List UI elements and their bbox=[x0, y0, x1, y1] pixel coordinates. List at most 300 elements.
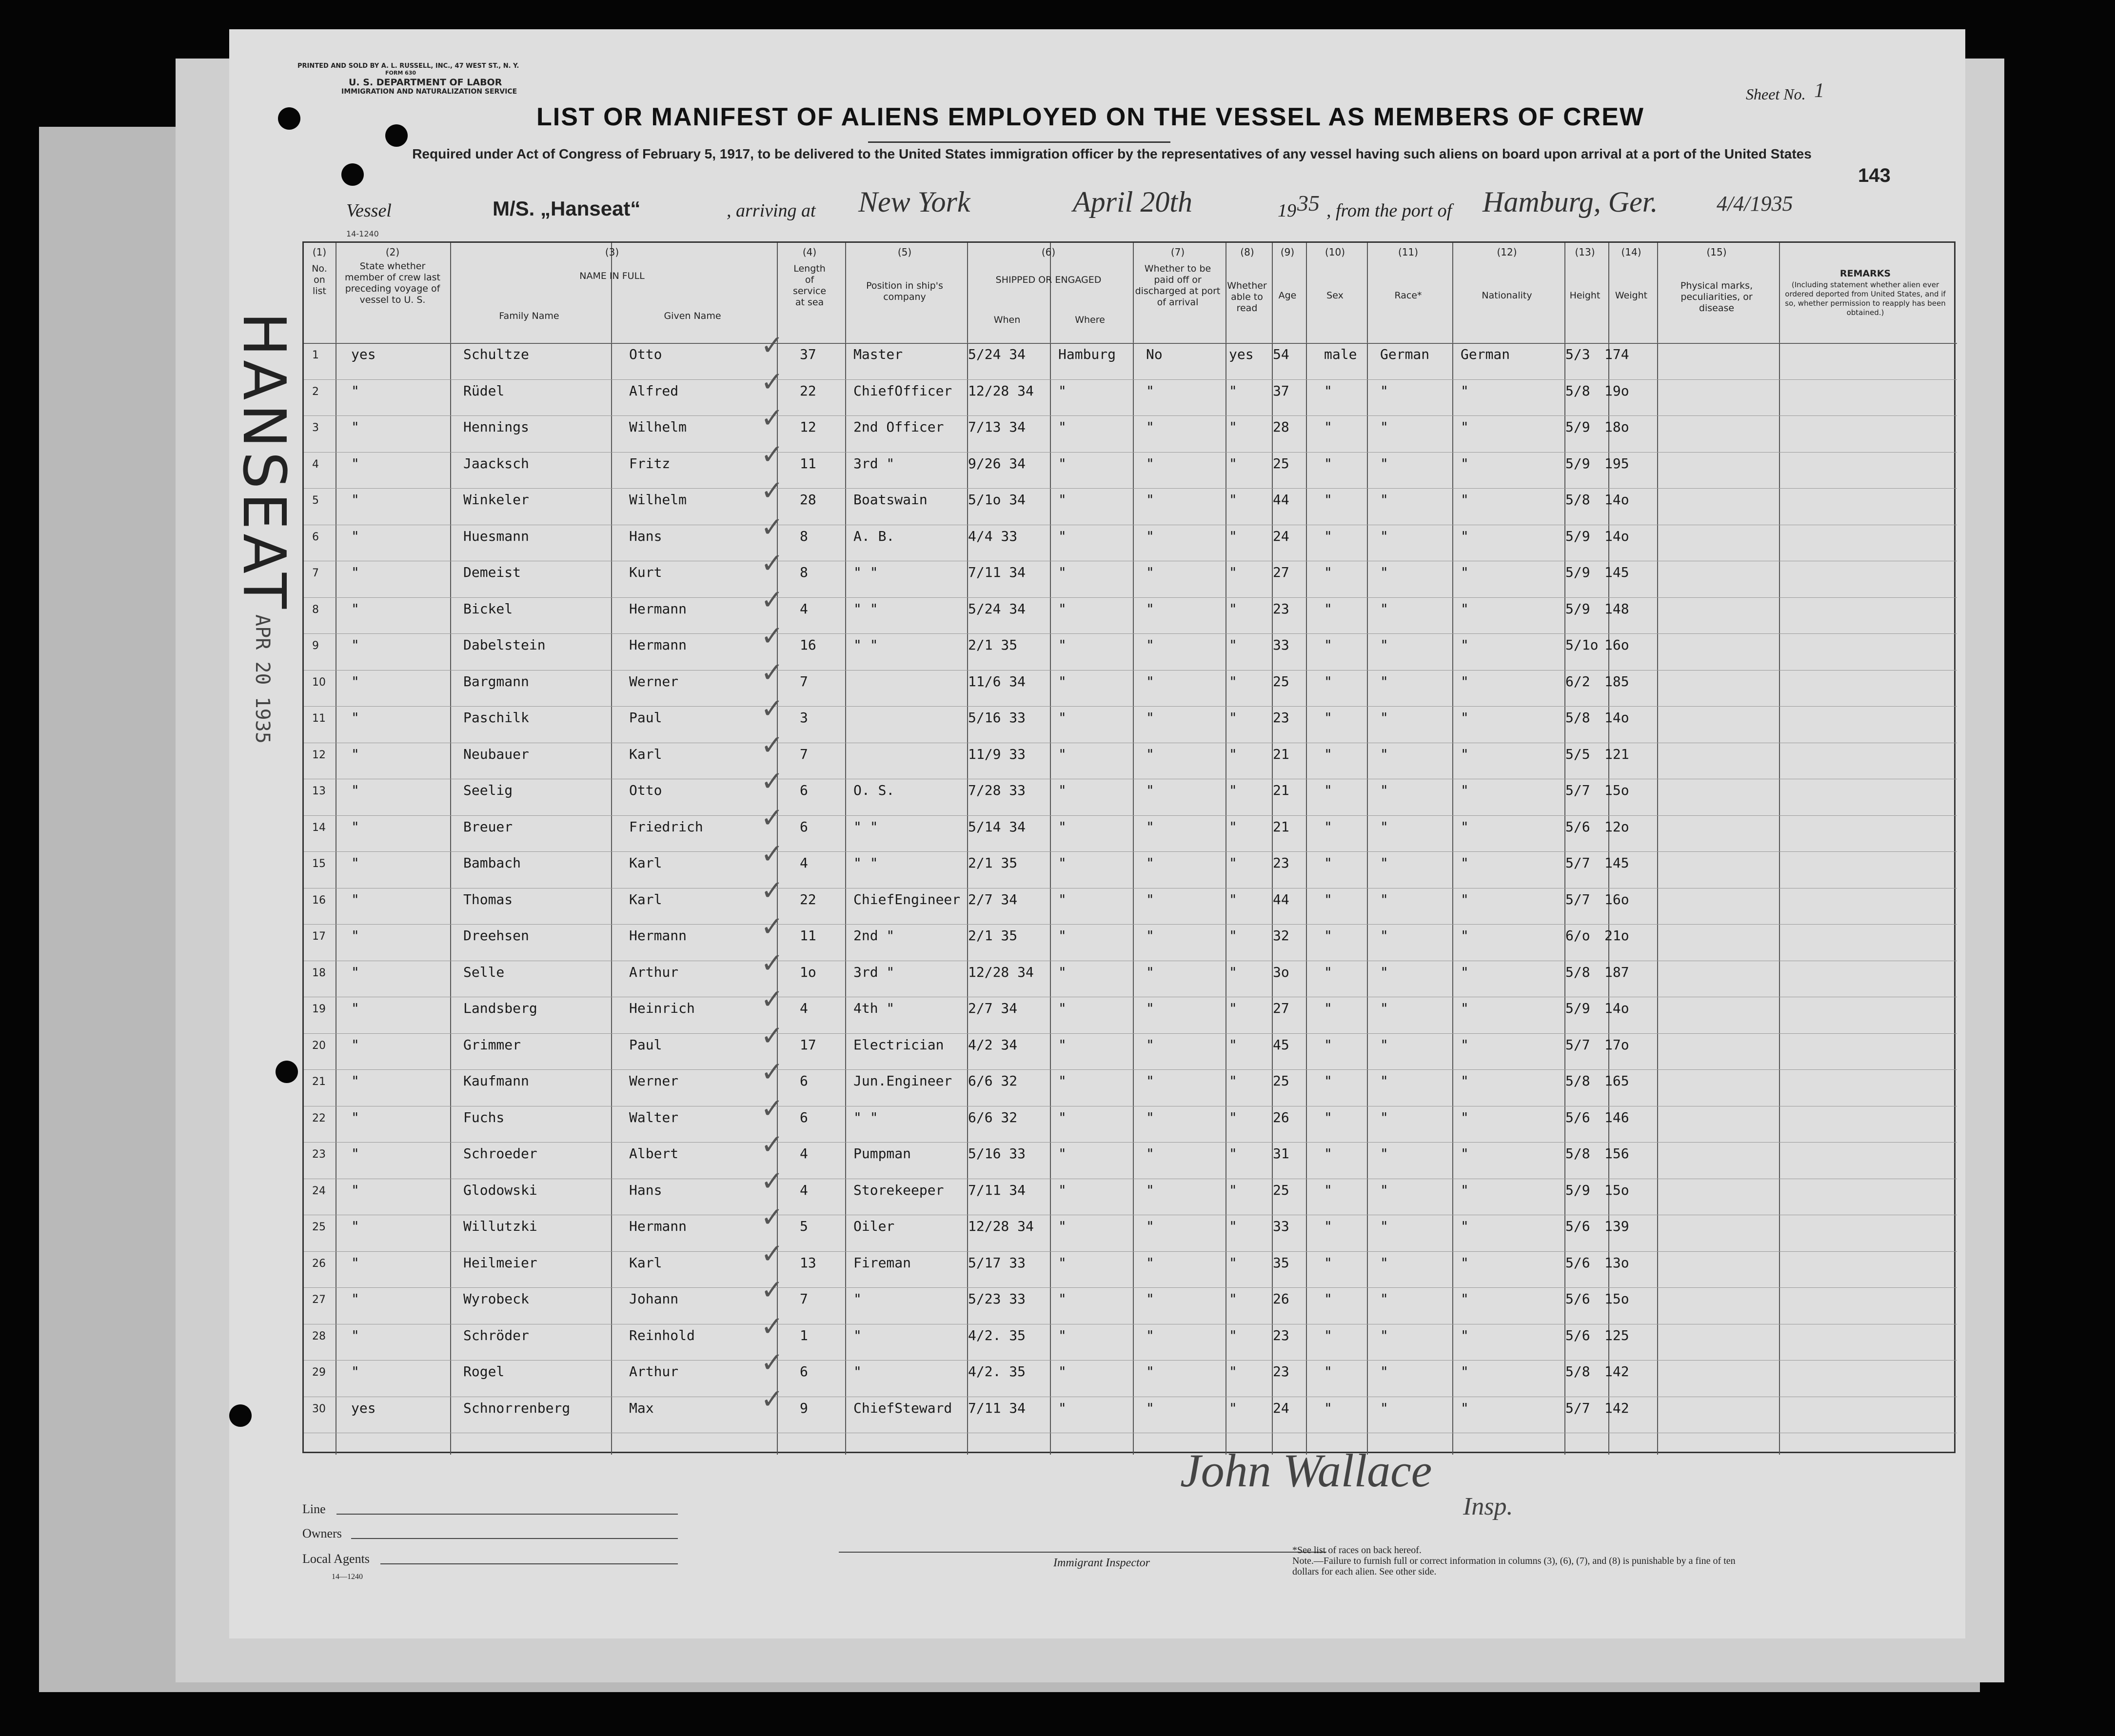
cell-no: 18 bbox=[312, 967, 326, 979]
cell-sex: " bbox=[1324, 1145, 1332, 1162]
cell-read: " bbox=[1229, 1182, 1237, 1198]
cell-weight: 17o bbox=[1604, 1036, 1629, 1053]
cell-race: " bbox=[1380, 746, 1388, 762]
cell-age: 23 bbox=[1273, 1327, 1289, 1343]
cell-service: 8 bbox=[800, 528, 808, 544]
cell-weight: 14o bbox=[1604, 710, 1629, 726]
cell-paid: " bbox=[1146, 818, 1154, 835]
cell-service: 37 bbox=[800, 346, 816, 362]
cell-paid: " bbox=[1146, 637, 1154, 653]
cell-nat: German bbox=[1461, 346, 1510, 362]
cell-paid: " bbox=[1146, 746, 1154, 762]
form-label: FORM 630 bbox=[385, 70, 416, 76]
cell-nat: " bbox=[1461, 564, 1469, 580]
cell-given: Alfred bbox=[629, 382, 679, 399]
cell-no: 28 bbox=[312, 1330, 326, 1342]
cell-nat: " bbox=[1461, 1327, 1469, 1343]
cell-read: " bbox=[1229, 710, 1237, 726]
check-mark-icon: ✓ bbox=[761, 947, 784, 979]
cell-race: " bbox=[1380, 710, 1388, 726]
cell-given: Paul bbox=[629, 710, 662, 726]
cell-weight: 14o bbox=[1604, 1000, 1629, 1016]
column-header-no: No. on list bbox=[312, 263, 327, 296]
cell-paid: " bbox=[1146, 1254, 1154, 1271]
cell-given: Arthur bbox=[629, 1363, 679, 1380]
column-header-family-name: Family Name bbox=[499, 311, 559, 321]
column-divider bbox=[845, 243, 846, 1455]
cell-age: 25 bbox=[1273, 455, 1289, 472]
cell-when: 7/11 34 bbox=[968, 1400, 1026, 1416]
cell-given: Reinhold bbox=[629, 1327, 695, 1343]
cell-age: 44 bbox=[1273, 492, 1289, 508]
column-number: (7) bbox=[1170, 246, 1185, 258]
cell-service: 7 bbox=[800, 673, 808, 690]
cell-age: 27 bbox=[1273, 1000, 1289, 1016]
cell-where: " bbox=[1058, 927, 1067, 944]
cell-sex: " bbox=[1324, 1291, 1332, 1307]
cell-service: 6 bbox=[800, 1363, 808, 1380]
column-divider bbox=[1306, 243, 1307, 1455]
check-mark-icon: ✓ bbox=[761, 475, 784, 507]
cell-read: yes bbox=[1229, 346, 1254, 362]
cell-age: 37 bbox=[1273, 382, 1289, 399]
cell-given: Karl bbox=[629, 855, 662, 871]
cell-read: " bbox=[1229, 818, 1237, 835]
check-mark-icon: ✓ bbox=[761, 548, 784, 579]
cell-where: " bbox=[1058, 855, 1067, 871]
arrival-year: 35 bbox=[1297, 191, 1320, 216]
cell-height: 5/6 bbox=[1565, 1109, 1590, 1125]
punch-hole bbox=[341, 163, 364, 186]
cell-height: 5/9 bbox=[1565, 600, 1590, 617]
line-field bbox=[336, 1514, 678, 1515]
cell-sex: " bbox=[1324, 818, 1332, 835]
cell-no: 25 bbox=[312, 1221, 326, 1233]
column-number: (13) bbox=[1575, 246, 1595, 258]
cell-nat: " bbox=[1461, 855, 1469, 871]
cell-age: 25 bbox=[1273, 673, 1289, 690]
punch-hole bbox=[385, 124, 408, 147]
date-stamp: APR 20 1935 bbox=[251, 614, 274, 744]
row-divider bbox=[304, 815, 1957, 816]
column-number: (10) bbox=[1324, 246, 1345, 258]
column-divider bbox=[1452, 243, 1453, 1455]
cell-when: 5/17 33 bbox=[968, 1254, 1026, 1271]
cell-race: " bbox=[1380, 1327, 1388, 1343]
cell-where: " bbox=[1058, 1400, 1067, 1416]
arrival-port: New York bbox=[858, 186, 970, 218]
cell-service: 22 bbox=[800, 891, 816, 907]
cell-no: 29 bbox=[312, 1366, 326, 1379]
cell-race: " bbox=[1380, 782, 1388, 798]
cell-given: Wilhelm bbox=[629, 492, 687, 508]
cell-nat: " bbox=[1461, 782, 1469, 798]
cell-height: 6/o bbox=[1565, 927, 1590, 944]
cell-service: 1o bbox=[800, 964, 816, 980]
cell-read: " bbox=[1229, 1109, 1237, 1125]
cell-nat: " bbox=[1461, 1073, 1469, 1089]
cell-where: " bbox=[1058, 600, 1067, 617]
cell-family: Bickel bbox=[463, 600, 513, 617]
check-mark-icon: ✓ bbox=[761, 1274, 784, 1306]
cell-family: Seelig bbox=[463, 782, 513, 798]
cell-read: " bbox=[1229, 746, 1237, 762]
inspector-title: Insp. bbox=[1463, 1493, 1513, 1520]
column-divider bbox=[1050, 243, 1051, 1455]
cell-where: " bbox=[1058, 710, 1067, 726]
cell-given: Werner bbox=[629, 673, 679, 690]
cell-read: " bbox=[1229, 1073, 1237, 1089]
cell-position: " " bbox=[853, 600, 878, 617]
vessel-name: M/S. „Hanseat“ bbox=[493, 197, 641, 220]
cell-nat: " bbox=[1461, 492, 1469, 508]
footer-note bbox=[1292, 1545, 1741, 1577]
cell-prev: " bbox=[351, 1109, 359, 1125]
column-header-physical-marks: Physical marks, peculiarities, or disease bbox=[1680, 280, 1753, 314]
cell-height: 5/9 bbox=[1565, 455, 1590, 472]
cell-sex: " bbox=[1324, 1109, 1332, 1125]
cell-paid: " bbox=[1146, 1036, 1154, 1053]
cell-given: Otto bbox=[629, 782, 662, 798]
cell-family: Thomas bbox=[463, 891, 513, 907]
cell-prev: " bbox=[351, 964, 359, 980]
cell-prev: " bbox=[351, 1182, 359, 1198]
cell-no: 16 bbox=[312, 894, 326, 907]
column-header-given-name: Given Name bbox=[664, 311, 721, 321]
cell-height: 5/5 bbox=[1565, 746, 1590, 762]
cell-race: " bbox=[1380, 891, 1388, 907]
cell-when: 4/4 33 bbox=[968, 528, 1018, 544]
cell-weight: 15o bbox=[1604, 1291, 1629, 1307]
column-header-where: Where bbox=[1075, 315, 1105, 325]
cell-family: Wyrobeck bbox=[463, 1291, 529, 1307]
cell-where: " bbox=[1058, 528, 1067, 544]
cell-sex: " bbox=[1324, 673, 1332, 690]
cell-given: Werner bbox=[629, 1073, 679, 1089]
column-divider bbox=[450, 243, 451, 1455]
check-mark-icon: ✓ bbox=[761, 1165, 784, 1197]
cell-prev: yes bbox=[351, 1400, 376, 1416]
cell-given: Johann bbox=[629, 1291, 679, 1307]
cell-given: Karl bbox=[629, 1254, 662, 1271]
cell-height: 5/8 bbox=[1565, 964, 1590, 980]
cell-prev: " bbox=[351, 1363, 359, 1380]
column-header-nationality: Nationality bbox=[1482, 290, 1532, 301]
column-number: (3) bbox=[605, 246, 619, 258]
cell-prev: " bbox=[351, 855, 359, 871]
cell-prev: " bbox=[351, 746, 359, 762]
cell-nat: " bbox=[1461, 1291, 1469, 1307]
cell-service: 11 bbox=[800, 455, 816, 472]
cell-service: 11 bbox=[800, 927, 816, 944]
cell-position: ChiefOfficer bbox=[853, 382, 952, 399]
cell-where: " bbox=[1058, 1291, 1067, 1307]
cell-paid: " bbox=[1146, 1073, 1154, 1089]
cell-weight: 139 bbox=[1604, 1218, 1629, 1234]
cell-service: 16 bbox=[800, 637, 816, 653]
cell-given: Max bbox=[629, 1400, 654, 1416]
cell-race: " bbox=[1380, 1182, 1388, 1198]
cell-height: 5/8 bbox=[1565, 1073, 1590, 1089]
cell-position: " bbox=[853, 1291, 862, 1307]
cell-sex: " bbox=[1324, 1000, 1332, 1016]
cell-prev: " bbox=[351, 891, 359, 907]
cell-service: 4 bbox=[800, 855, 808, 871]
cell-race: " bbox=[1380, 1000, 1388, 1016]
cell-height: 5/7 bbox=[1565, 891, 1590, 907]
punch-hole bbox=[278, 107, 300, 130]
printer-line: PRINTED AND SOLD BY A. L. RUSSELL, INC., 47 WEST ST., N. Y. bbox=[297, 62, 519, 70]
cell-where: " bbox=[1058, 1036, 1067, 1053]
row-divider bbox=[304, 851, 1957, 852]
cell-paid: " bbox=[1146, 564, 1154, 580]
cell-read: " bbox=[1229, 492, 1237, 508]
check-mark-icon: ✓ bbox=[761, 693, 784, 725]
cell-age: 21 bbox=[1273, 782, 1289, 798]
check-mark-icon: ✓ bbox=[761, 511, 784, 543]
cell-nat: " bbox=[1461, 1400, 1469, 1416]
cell-no: 10 bbox=[312, 676, 326, 689]
cell-given: Albert bbox=[629, 1145, 679, 1162]
cell-age: 23 bbox=[1273, 1363, 1289, 1380]
cell-family: Kaufmann bbox=[463, 1073, 529, 1089]
cell-nat: " bbox=[1461, 746, 1469, 762]
cell-race: " bbox=[1380, 1218, 1388, 1234]
cell-when: 5/24 34 bbox=[968, 600, 1026, 617]
cell-nat: " bbox=[1461, 710, 1469, 726]
cell-paid: " bbox=[1146, 710, 1154, 726]
cell-position: ChiefSteward bbox=[853, 1400, 952, 1416]
cell-paid: " bbox=[1146, 1400, 1154, 1416]
cell-read: " bbox=[1229, 637, 1237, 653]
cell-height: 5/6 bbox=[1565, 1327, 1590, 1343]
cell-where: " bbox=[1058, 673, 1067, 690]
cell-prev: " bbox=[351, 1073, 359, 1089]
cell-weight: 142 bbox=[1604, 1363, 1629, 1380]
cell-race: " bbox=[1380, 1145, 1388, 1162]
cell-where: " bbox=[1058, 891, 1067, 907]
cell-nat: " bbox=[1461, 673, 1469, 690]
cell-weight: 14o bbox=[1604, 528, 1629, 544]
cell-position: ChiefEngineer bbox=[853, 891, 961, 907]
local-agents-field bbox=[380, 1563, 678, 1564]
cell-nat: " bbox=[1461, 891, 1469, 907]
column-header-height: Height bbox=[1569, 290, 1601, 301]
cell-nat: " bbox=[1461, 419, 1469, 435]
check-mark-icon: ✓ bbox=[761, 402, 784, 434]
cell-prev: " bbox=[351, 927, 359, 944]
check-mark-icon: ✓ bbox=[761, 1383, 784, 1415]
check-mark-icon: ✓ bbox=[761, 1347, 784, 1379]
column-header-remarks: REMARKS bbox=[1839, 268, 1891, 279]
check-mark-icon: ✓ bbox=[761, 1020, 784, 1052]
cell-where: " bbox=[1058, 1073, 1067, 1089]
cell-sex: " bbox=[1324, 1036, 1332, 1053]
cell-race: " bbox=[1380, 1073, 1388, 1089]
cell-race: " bbox=[1380, 964, 1388, 980]
cell-age: 24 bbox=[1273, 528, 1289, 544]
row-divider bbox=[304, 488, 1957, 489]
cell-read: " bbox=[1229, 1145, 1237, 1162]
cell-nat: " bbox=[1461, 1218, 1469, 1234]
column-header-sex: Sex bbox=[1326, 290, 1344, 301]
cell-paid: " bbox=[1146, 492, 1154, 508]
cell-no: 27 bbox=[312, 1294, 326, 1306]
cell-no: 11 bbox=[312, 712, 326, 725]
cell-read: " bbox=[1229, 1254, 1237, 1271]
cell-prev: " bbox=[351, 782, 359, 798]
check-mark-icon: ✓ bbox=[761, 438, 784, 471]
cell-no: 26 bbox=[312, 1257, 326, 1270]
cell-height: 5/6 bbox=[1565, 818, 1590, 835]
cell-no: 3 bbox=[312, 422, 319, 434]
cell-prev: " bbox=[351, 564, 359, 580]
cell-race: " bbox=[1380, 1109, 1388, 1125]
cell-when: 7/11 34 bbox=[968, 564, 1026, 580]
cell-given: Friedrich bbox=[629, 818, 703, 835]
cell-when: 11/6 34 bbox=[968, 673, 1026, 690]
cell-prev: " bbox=[351, 1218, 359, 1234]
cell-prev: " bbox=[351, 1145, 359, 1162]
check-mark-icon: ✓ bbox=[761, 1238, 784, 1270]
cell-when: 2/7 34 bbox=[968, 891, 1018, 907]
column-header-read: Whether able to read bbox=[1227, 280, 1267, 314]
cell-prev: " bbox=[351, 1291, 359, 1307]
cell-position: " bbox=[853, 1363, 862, 1380]
cell-service: 6 bbox=[800, 782, 808, 798]
cell-no: 5 bbox=[312, 494, 319, 507]
cell-given: Kurt bbox=[629, 564, 662, 580]
cell-no: 30 bbox=[312, 1402, 326, 1415]
cell-paid: " bbox=[1146, 891, 1154, 907]
row-divider bbox=[304, 1360, 1957, 1361]
cell-service: 13 bbox=[800, 1254, 816, 1271]
cell-position: Oiler bbox=[853, 1218, 895, 1234]
cell-sex: " bbox=[1324, 1218, 1332, 1234]
punch-hole bbox=[229, 1404, 252, 1427]
cell-family: Schnorrenberg bbox=[463, 1400, 571, 1416]
cell-read: " bbox=[1229, 600, 1237, 617]
cell-weight: 142 bbox=[1604, 1400, 1629, 1416]
cell-prev: " bbox=[351, 710, 359, 726]
cell-when: 12/28 34 bbox=[968, 964, 1034, 980]
cell-read: " bbox=[1229, 782, 1237, 798]
cell-when: 9/26 34 bbox=[968, 455, 1026, 472]
cell-family: Neubauer bbox=[463, 746, 529, 762]
cell-family: Winkeler bbox=[463, 492, 529, 508]
row-divider bbox=[304, 1251, 1957, 1252]
cell-weight: 19o bbox=[1604, 382, 1629, 399]
check-mark-icon: ✓ bbox=[761, 1310, 784, 1342]
cell-read: " bbox=[1229, 1036, 1237, 1053]
cell-no: 4 bbox=[312, 458, 319, 471]
cell-no: 1 bbox=[312, 349, 319, 361]
cell-sex: " bbox=[1324, 455, 1332, 472]
cell-height: 5/9 bbox=[1565, 528, 1590, 544]
cell-position: Storekeeper bbox=[853, 1182, 944, 1198]
cell-when: 5/24 34 bbox=[968, 346, 1026, 362]
cell-read: " bbox=[1229, 1327, 1237, 1343]
cell-age: 21 bbox=[1273, 818, 1289, 835]
cell-prev: " bbox=[351, 382, 359, 399]
cell-weight: 16o bbox=[1604, 637, 1629, 653]
cell-age: 3o bbox=[1273, 964, 1289, 980]
cell-weight: 148 bbox=[1604, 600, 1629, 617]
cell-given: Hermann bbox=[629, 600, 687, 617]
cell-where: " bbox=[1058, 782, 1067, 798]
cell-weight: 187 bbox=[1604, 964, 1629, 980]
department-label: U. S. DEPARTMENT OF LABOR bbox=[349, 77, 502, 88]
cell-family: Selle bbox=[463, 964, 505, 980]
cell-nat: " bbox=[1461, 1036, 1469, 1053]
cell-paid: " bbox=[1146, 600, 1154, 617]
check-mark-icon: ✓ bbox=[761, 366, 784, 398]
check-mark-icon: ✓ bbox=[761, 1092, 784, 1124]
crew-table bbox=[302, 241, 1956, 1453]
cell-family: Willutzki bbox=[463, 1218, 537, 1234]
page-number: 143 bbox=[1858, 165, 1891, 186]
cell-family: Hennings bbox=[463, 419, 529, 435]
cell-race: " bbox=[1380, 637, 1388, 653]
cell-weight: 145 bbox=[1604, 855, 1629, 871]
cell-position: 3rd " bbox=[853, 455, 895, 472]
cell-weight: 14o bbox=[1604, 492, 1629, 508]
cell-family: Demeist bbox=[463, 564, 521, 580]
cell-prev: " bbox=[351, 673, 359, 690]
row-divider bbox=[304, 1287, 1957, 1288]
cell-paid: No bbox=[1146, 346, 1163, 362]
cell-height: 5/7 bbox=[1565, 855, 1590, 871]
cell-no: 24 bbox=[312, 1184, 326, 1197]
cell-nat: " bbox=[1461, 1000, 1469, 1016]
cell-nat: " bbox=[1461, 528, 1469, 544]
cell-paid: " bbox=[1146, 927, 1154, 944]
cell-where: " bbox=[1058, 1363, 1067, 1380]
year-prefix: 19 bbox=[1278, 200, 1296, 221]
cell-weight: 15o bbox=[1604, 782, 1629, 798]
column-header-age: Age bbox=[1278, 290, 1297, 301]
cell-weight: 125 bbox=[1604, 1327, 1629, 1343]
cell-when: 12/28 34 bbox=[968, 1218, 1034, 1234]
cell-sex: " bbox=[1324, 891, 1332, 907]
cell-position: A. B. bbox=[853, 528, 895, 544]
cell-where: Hamburg bbox=[1058, 346, 1116, 362]
cell-service: 22 bbox=[800, 382, 816, 399]
cell-age: 21 bbox=[1273, 746, 1289, 762]
cell-height: 5/3 bbox=[1565, 346, 1590, 362]
departure-port: Hamburg, Ger. bbox=[1482, 186, 1658, 218]
cell-read: " bbox=[1229, 1291, 1237, 1307]
cell-position: Electrician bbox=[853, 1036, 944, 1053]
cell-sex: " bbox=[1324, 528, 1332, 544]
column-number: (8) bbox=[1240, 246, 1254, 258]
cell-when: 5/23 33 bbox=[968, 1291, 1026, 1307]
arrival-date: April 20th bbox=[1073, 186, 1193, 218]
cell-given: Karl bbox=[629, 746, 662, 762]
cell-age: 23 bbox=[1273, 855, 1289, 871]
cell-when: 2/1 35 bbox=[968, 927, 1018, 944]
cell-height: 5/9 bbox=[1565, 1000, 1590, 1016]
cell-no: 2 bbox=[312, 385, 319, 398]
cell-age: 33 bbox=[1273, 1218, 1289, 1234]
cell-when: 7/13 34 bbox=[968, 419, 1026, 435]
cell-age: 45 bbox=[1273, 1036, 1289, 1053]
cell-read: " bbox=[1229, 564, 1237, 580]
penalty-note: Note.—Failure to furnish full or correct information in columns (3), (6), (7), and (8) is punishable by a fine of ten dollars for each alien. See other side. bbox=[1292, 1556, 1736, 1577]
cell-position: Boatswain bbox=[853, 492, 928, 508]
cell-age: 32 bbox=[1273, 927, 1289, 944]
cell-nat: " bbox=[1461, 455, 1469, 472]
